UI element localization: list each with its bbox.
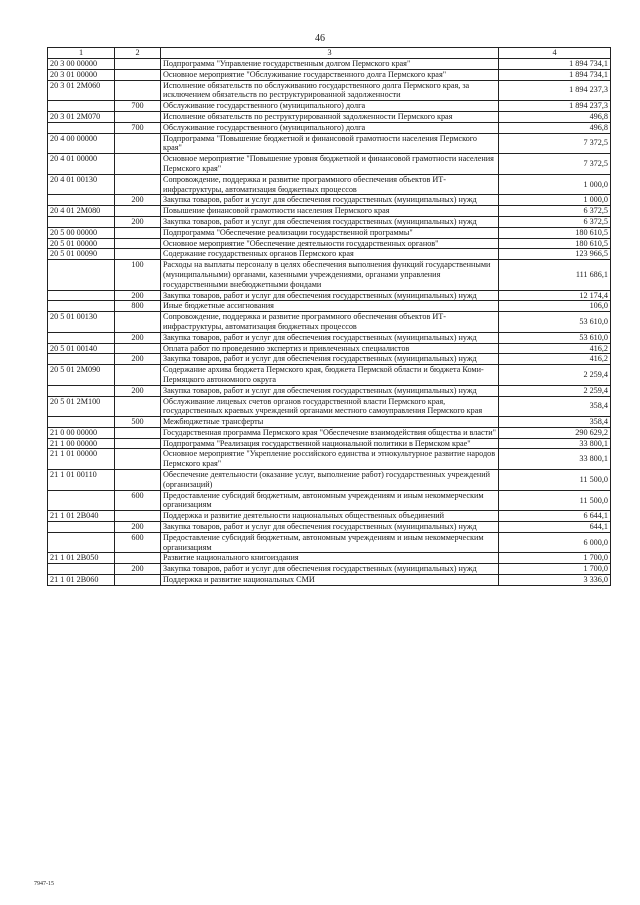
table-row bbox=[48, 532, 611, 553]
table-row bbox=[48, 449, 611, 470]
cell-item-name: Оплата работ по проведению экспертиз и привлеченных специалистов bbox=[161, 343, 499, 354]
cell-item-name: Развитие национального книгоиздания bbox=[161, 553, 499, 564]
cell-amount: 358,4 bbox=[499, 396, 611, 417]
cell-target-code: 20 5 01 2М100 bbox=[48, 396, 115, 417]
cell-target-code: 21 1 01 00000 bbox=[48, 449, 115, 470]
table-row bbox=[48, 69, 611, 80]
cell-expense-type: 200 bbox=[115, 522, 161, 533]
cell-target-code: 21 1 01 2В040 bbox=[48, 511, 115, 522]
cell-item-name: Повышение финансовой грамотности населения Пермского края bbox=[161, 206, 499, 217]
table-row bbox=[48, 238, 611, 249]
header-cell-name: 3 bbox=[161, 48, 499, 59]
cell-item-name: Основное мероприятие "Обеспечение деятельности государственных органов" bbox=[161, 238, 499, 249]
cell-item-name: Содержание государственных органов Пермского края bbox=[161, 249, 499, 260]
cell-item-name: Межбюджетные трансферты bbox=[161, 417, 499, 428]
cell-target-code: 20 5 01 00140 bbox=[48, 343, 115, 354]
budget-table bbox=[47, 47, 611, 586]
cell-target-code: 21 0 00 00000 bbox=[48, 427, 115, 438]
cell-expense-type bbox=[115, 427, 161, 438]
cell-item-name: Подпрограмма "Повышение бюджетной и финансовой грамотности населения Пермского края" bbox=[161, 133, 499, 154]
cell-expense-type bbox=[115, 396, 161, 417]
cell-item-name: Подпрограмма "Управление государственным долгом Пермского края" bbox=[161, 59, 499, 70]
cell-expense-type: 100 bbox=[115, 260, 161, 290]
table-row bbox=[48, 365, 611, 386]
cell-item-name: Закупка товаров, работ и услуг для обеспечения государственных (муниципальных) нужд bbox=[161, 354, 499, 365]
cell-target-code: 20 5 01 00000 bbox=[48, 238, 115, 249]
cell-target-code bbox=[48, 522, 115, 533]
cell-target-code bbox=[48, 564, 115, 575]
cell-amount: 1 894 237,3 bbox=[499, 101, 611, 112]
cell-target-code: 20 3 00 00000 bbox=[48, 59, 115, 70]
cell-expense-type bbox=[115, 238, 161, 249]
cell-item-name: Основное мероприятие "Укрепление российского единства и этнокультурное развитие народов Пермского края" bbox=[161, 449, 499, 470]
cell-target-code: 21 1 01 00110 bbox=[48, 470, 115, 491]
cell-target-code bbox=[48, 490, 115, 511]
cell-item-name: Закупка товаров, работ и услуг для обеспечения государственных (муниципальных) нужд bbox=[161, 216, 499, 227]
cell-expense-type: 700 bbox=[115, 101, 161, 112]
cell-expense-type bbox=[115, 511, 161, 522]
cell-amount: 53 610,0 bbox=[499, 332, 611, 343]
cell-expense-type bbox=[115, 111, 161, 122]
cell-amount: 1 700,0 bbox=[499, 553, 611, 564]
cell-target-code: 20 5 01 00130 bbox=[48, 312, 115, 333]
cell-expense-type bbox=[115, 227, 161, 238]
cell-target-code bbox=[48, 354, 115, 365]
table-row bbox=[48, 354, 611, 365]
cell-item-name: Иные бюджетные ассигнования bbox=[161, 301, 499, 312]
cell-expense-type: 600 bbox=[115, 532, 161, 553]
cell-expense-type: 200 bbox=[115, 385, 161, 396]
cell-amount: 2 259,4 bbox=[499, 385, 611, 396]
table-row bbox=[48, 249, 611, 260]
cell-amount: 3 336,0 bbox=[499, 575, 611, 586]
table-row bbox=[48, 564, 611, 575]
cell-amount: 496,8 bbox=[499, 122, 611, 133]
cell-item-name: Обслуживание государственного (муниципального) долга bbox=[161, 122, 499, 133]
table-row bbox=[48, 470, 611, 491]
table-row bbox=[48, 312, 611, 333]
table-row bbox=[48, 122, 611, 133]
cell-item-name: Предоставление субсидий бюджетным, автономным учреждениям и иным некоммерческим организациям bbox=[161, 532, 499, 553]
cell-target-code bbox=[48, 260, 115, 290]
cell-expense-type bbox=[115, 154, 161, 175]
page-number: 46 bbox=[315, 33, 325, 44]
table-row bbox=[48, 522, 611, 533]
cell-item-name: Государственная программа Пермского края "Обеспечение взаимодействия общества и власти" bbox=[161, 427, 499, 438]
cell-expense-type bbox=[115, 174, 161, 195]
table-row bbox=[48, 80, 611, 101]
table-header bbox=[48, 48, 611, 59]
cell-amount: 416,2 bbox=[499, 343, 611, 354]
cell-amount: 33 800,1 bbox=[499, 449, 611, 470]
cell-expense-type: 200 bbox=[115, 216, 161, 227]
table-row bbox=[48, 427, 611, 438]
cell-item-name: Основное мероприятие "Повышение уровня бюджетной и финансовой грамотности населения Пермского края" bbox=[161, 154, 499, 175]
document-code: 7947-15 bbox=[34, 881, 54, 887]
cell-target-code bbox=[48, 290, 115, 301]
header-cell-code: 1 bbox=[48, 48, 115, 59]
cell-amount: 1 894 237,3 bbox=[499, 80, 611, 101]
table-body bbox=[48, 59, 611, 586]
cell-item-name: Закупка товаров, работ и услуг для обеспечения государственных (муниципальных) нужд bbox=[161, 195, 499, 206]
cell-expense-type bbox=[115, 133, 161, 154]
cell-amount: 53 610,0 bbox=[499, 312, 611, 333]
cell-item-name: Подпрограмма "Реализация государственной национальной политики в Пермском крае" bbox=[161, 438, 499, 449]
cell-amount: 1 000,0 bbox=[499, 174, 611, 195]
cell-expense-type: 500 bbox=[115, 417, 161, 428]
cell-target-code bbox=[48, 532, 115, 553]
cell-item-name: Содержание архива бюджета Пермского края, бюджета Пермской области и бюджета Коми-Пермяцкого автономного округа bbox=[161, 365, 499, 386]
table-row bbox=[48, 133, 611, 154]
cell-amount: 358,4 bbox=[499, 417, 611, 428]
table-row bbox=[48, 575, 611, 586]
cell-expense-type: 600 bbox=[115, 490, 161, 511]
cell-amount: 7 372,5 bbox=[499, 133, 611, 154]
header-row bbox=[48, 48, 611, 59]
cell-item-name: Расходы на выплаты персоналу в целях обеспечения выполнения функций государственными (муниципальными) органами, казенными учреждениями, органами управления государственными внебюджетными фондами bbox=[161, 260, 499, 290]
cell-item-name: Поддержка и развитие национальных СМИ bbox=[161, 575, 499, 586]
cell-amount: 33 800,1 bbox=[499, 438, 611, 449]
cell-expense-type bbox=[115, 470, 161, 491]
cell-amount: 11 500,0 bbox=[499, 490, 611, 511]
table-row bbox=[48, 206, 611, 217]
budget-table-container bbox=[47, 47, 610, 586]
cell-item-name: Исполнение обязательств по реструктурированной задолженности Пермского края bbox=[161, 111, 499, 122]
cell-item-name: Предоставление субсидий бюджетным, автономным учреждениям и иным некоммерческим организациям bbox=[161, 490, 499, 511]
table-row bbox=[48, 101, 611, 112]
cell-target-code bbox=[48, 216, 115, 227]
table-row bbox=[48, 332, 611, 343]
cell-amount: 416,2 bbox=[499, 354, 611, 365]
cell-amount: 12 174,4 bbox=[499, 290, 611, 301]
cell-expense-type bbox=[115, 575, 161, 586]
cell-amount: 6 372,5 bbox=[499, 206, 611, 217]
cell-target-code: 20 3 01 00000 bbox=[48, 69, 115, 80]
table-row bbox=[48, 301, 611, 312]
cell-item-name: Подпрограмма "Обеспечение реализации государственной программы" bbox=[161, 227, 499, 238]
cell-expense-type bbox=[115, 206, 161, 217]
cell-target-code: 21 1 01 2В050 bbox=[48, 553, 115, 564]
cell-target-code bbox=[48, 195, 115, 206]
cell-item-name: Закупка товаров, работ и услуг для обеспечения государственных (муниципальных) нужд bbox=[161, 290, 499, 301]
cell-target-code bbox=[48, 301, 115, 312]
cell-amount: 6 372,5 bbox=[499, 216, 611, 227]
cell-expense-type bbox=[115, 59, 161, 70]
cell-expense-type bbox=[115, 343, 161, 354]
table-row bbox=[48, 260, 611, 290]
cell-target-code: 20 5 00 00000 bbox=[48, 227, 115, 238]
cell-amount: 180 610,5 bbox=[499, 227, 611, 238]
cell-target-code: 20 4 00 00000 bbox=[48, 133, 115, 154]
cell-amount: 1 894 734,1 bbox=[499, 59, 611, 70]
table-row bbox=[48, 216, 611, 227]
cell-item-name: Исполнение обязательств по обслуживанию государственного долга Пермского края, за исключением обязательств по реструктурированной задолженности bbox=[161, 80, 499, 101]
table-row bbox=[48, 111, 611, 122]
cell-amount: 1 700,0 bbox=[499, 564, 611, 575]
cell-item-name: Обслуживание государственного (муниципального) долга bbox=[161, 101, 499, 112]
cell-target-code bbox=[48, 385, 115, 396]
cell-amount: 6 644,1 bbox=[499, 511, 611, 522]
cell-target-code: 20 5 01 2М090 bbox=[48, 365, 115, 386]
cell-amount: 2 259,4 bbox=[499, 365, 611, 386]
cell-item-name: Сопровождение, поддержка и развитие программного обеспечения объектов ИТ-инфраструктуры, автоматизация бюджетных процессов bbox=[161, 312, 499, 333]
cell-expense-type: 700 bbox=[115, 122, 161, 133]
cell-target-code: 21 1 00 00000 bbox=[48, 438, 115, 449]
cell-item-name: Закупка товаров, работ и услуг для обеспечения государственных (муниципальных) нужд bbox=[161, 332, 499, 343]
table-row bbox=[48, 154, 611, 175]
cell-target-code bbox=[48, 122, 115, 133]
cell-amount: 7 372,5 bbox=[499, 154, 611, 175]
cell-target-code: 20 3 01 2М070 bbox=[48, 111, 115, 122]
cell-expense-type bbox=[115, 80, 161, 101]
cell-amount: 6 000,0 bbox=[499, 532, 611, 553]
cell-amount: 496,8 bbox=[499, 111, 611, 122]
cell-amount: 106,0 bbox=[499, 301, 611, 312]
table-row bbox=[48, 195, 611, 206]
table-row bbox=[48, 343, 611, 354]
cell-expense-type: 200 bbox=[115, 332, 161, 343]
cell-target-code: 20 4 01 00130 bbox=[48, 174, 115, 195]
cell-item-name: Закупка товаров, работ и услуг для обеспечения государственных (муниципальных) нужд bbox=[161, 385, 499, 396]
cell-amount: 644,1 bbox=[499, 522, 611, 533]
cell-expense-type bbox=[115, 553, 161, 564]
cell-expense-type bbox=[115, 365, 161, 386]
cell-item-name: Основное мероприятие "Обслуживание государственного долга Пермского края" bbox=[161, 69, 499, 80]
cell-expense-type bbox=[115, 449, 161, 470]
cell-amount: 1 000,0 bbox=[499, 195, 611, 206]
table-row bbox=[48, 396, 611, 417]
cell-amount: 1 894 734,1 bbox=[499, 69, 611, 80]
cell-amount: 290 629,2 bbox=[499, 427, 611, 438]
cell-item-name: Закупка товаров, работ и услуг для обеспечения государственных (муниципальных) нужд bbox=[161, 522, 499, 533]
cell-target-code: 20 4 01 00000 bbox=[48, 154, 115, 175]
cell-expense-type bbox=[115, 69, 161, 80]
cell-item-name: Сопровождение, поддержка и развитие программного обеспечения объектов ИТ-инфраструктуры, автоматизация бюджетных процессов bbox=[161, 174, 499, 195]
cell-amount: 111 686,1 bbox=[499, 260, 611, 290]
table-row bbox=[48, 290, 611, 301]
header-cell-vr: 2 bbox=[115, 48, 161, 59]
cell-expense-type bbox=[115, 312, 161, 333]
cell-expense-type: 200 bbox=[115, 195, 161, 206]
cell-item-name: Закупка товаров, работ и услуг для обеспечения государственных (муниципальных) нужд bbox=[161, 564, 499, 575]
table-row bbox=[48, 490, 611, 511]
cell-target-code bbox=[48, 101, 115, 112]
table-row bbox=[48, 553, 611, 564]
table-row bbox=[48, 511, 611, 522]
table-row bbox=[48, 438, 611, 449]
table-row bbox=[48, 59, 611, 70]
table-row bbox=[48, 227, 611, 238]
cell-expense-type bbox=[115, 249, 161, 260]
table-row bbox=[48, 385, 611, 396]
table-row bbox=[48, 174, 611, 195]
cell-target-code: 20 3 01 2М060 bbox=[48, 80, 115, 101]
cell-target-code: 20 5 01 00090 bbox=[48, 249, 115, 260]
cell-expense-type: 200 bbox=[115, 290, 161, 301]
cell-item-name: Обслуживание лицевых счетов органов государственной власти Пермского края, государственных краевых учреждений органами местного самоуправления Пермского края bbox=[161, 396, 499, 417]
cell-expense-type: 200 bbox=[115, 354, 161, 365]
cell-expense-type: 200 bbox=[115, 564, 161, 575]
cell-amount: 11 500,0 bbox=[499, 470, 611, 491]
header-cell-amount: 4 bbox=[499, 48, 611, 59]
cell-target-code bbox=[48, 417, 115, 428]
cell-amount: 180 610,5 bbox=[499, 238, 611, 249]
cell-item-name: Поддержка и развитие деятельности национальных общественных объединений bbox=[161, 511, 499, 522]
cell-expense-type bbox=[115, 438, 161, 449]
cell-target-code bbox=[48, 332, 115, 343]
cell-item-name: Обеспечение деятельности (оказание услуг, выполнение работ) государственных учреждений (организаций) bbox=[161, 470, 499, 491]
cell-amount: 123 966,5 bbox=[499, 249, 611, 260]
table-row bbox=[48, 417, 611, 428]
cell-target-code: 21 1 01 2В060 bbox=[48, 575, 115, 586]
cell-target-code: 20 4 01 2М080 bbox=[48, 206, 115, 217]
cell-expense-type: 800 bbox=[115, 301, 161, 312]
